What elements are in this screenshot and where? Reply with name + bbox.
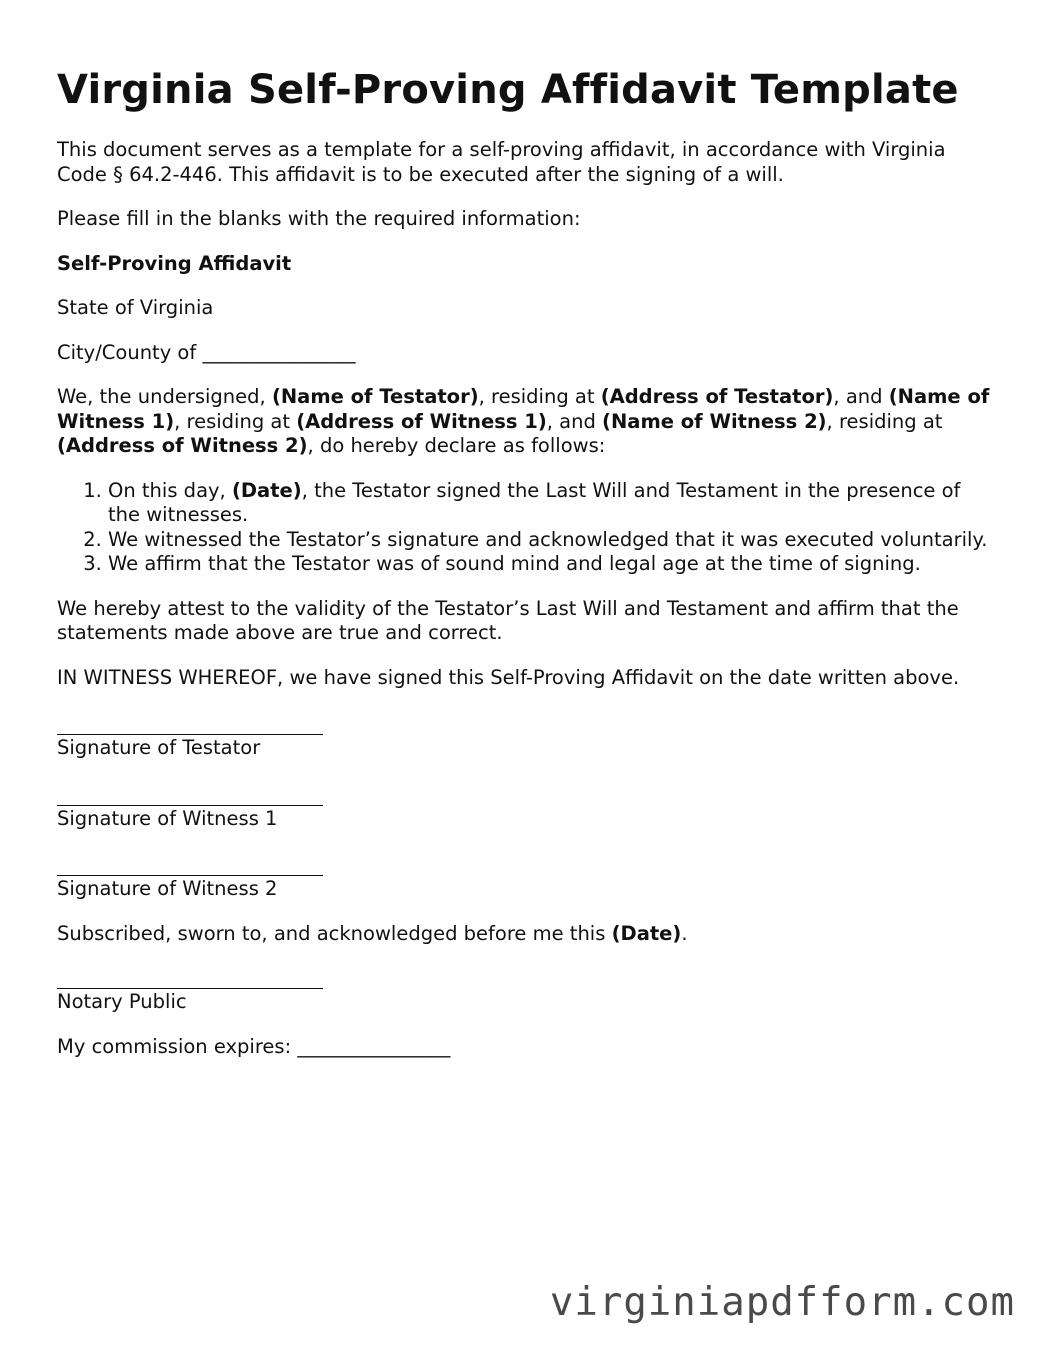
address-of-testator: (Address of Testator) [600,385,834,408]
subscribed-text: Subscribed, sworn to, and acknowledged before me this [57,921,612,945]
list-item-text: , the Testator signed the Last Will and Testament in the presence of the witnesses. [108,478,961,526]
declaration-text: , residing at [826,409,943,433]
declaration-text: , residing at [478,385,601,408]
testator-signature-label: Signature of Testator [57,736,261,759]
commission-line [57,1035,997,1060]
name-of-witness-1: (Name of Witness 1) [57,385,990,433]
witness-1-signature-line [57,781,323,806]
declaration-text: , do hereby declare as follows: [307,434,606,457]
section-heading-text: Self-Proving Affidavit [57,251,292,275]
subscribed-date: (Date) [611,921,682,945]
notary-signature-line [57,964,323,989]
subscribed-text: . [681,921,688,945]
commission-blank: ________________ [297,1034,451,1058]
address-of-witness-1: (Address of Witness 1) [296,409,547,433]
notary-signature-block [57,964,997,1015]
declaration-text: , and [546,409,603,433]
declaration-text: , residing at [174,409,297,433]
witness-2-signature-label: Signature of Witness 2 [57,877,278,900]
list-item: 2. We witnessed the Testator’s signature and acknowledged that it was executed voluntarily. [108,528,997,553]
address-of-witness-2: (Address of Witness 2) [57,434,308,457]
section-heading [57,252,997,277]
declaration-text: We, the undersigned, [57,385,272,408]
commission-label: My commission expires: [57,1034,298,1058]
city-county-label: City/County of [57,340,203,364]
witness-1-signature-block [57,781,997,832]
watermark: virginiapdfform.com [549,1280,1015,1325]
intro-paragraph: This document serves as a template for a self-proving affidavit, in accordance with Virginia Code § 64.2-446. This affidavit is to be executed after the signing of a will. [57,138,946,186]
name-of-testator: (Name of Testator) [271,385,479,408]
name-of-witness-2: (Name of Witness 2) [602,409,827,433]
testator-signature-block [57,710,997,761]
document-title: Virginia Self-Proving Affidavit Template [57,67,959,113]
attest-paragraph: We hereby attest to the validity of the Testator’s Last Will and Testament and affirm that the statements made above are true and correct. [57,596,959,644]
city-county-line [57,341,997,366]
notary-label: Notary Public [57,990,187,1013]
list-item-text: On this day, [108,478,232,502]
instructions-paragraph: Please fill in the blanks with the required information: [57,207,581,230]
document-page [57,66,997,1079]
list-item [108,479,997,528]
witness-1-signature-label: Signature of Witness 1 [57,806,278,830]
witness-whereof-paragraph: IN WITNESS WHEREOF, we have signed this Self-Proving Affidavit on the date written above. [57,665,960,689]
declaration-paragraph [57,385,997,459]
declaration-text: , and [833,385,889,408]
city-county-blank: ________________ [202,340,356,364]
witness-2-signature-block [57,851,997,902]
testator-signature-line [57,710,323,735]
date-field: (Date) [231,478,302,502]
subscribed-paragraph [57,922,997,947]
declaration-list [57,479,997,577]
witness-2-signature-line [57,851,323,876]
list-item: 3. We affirm that the Testator was of sound mind and legal age at the time of signing. [108,552,997,577]
state-line: State of Virginia [57,296,214,319]
